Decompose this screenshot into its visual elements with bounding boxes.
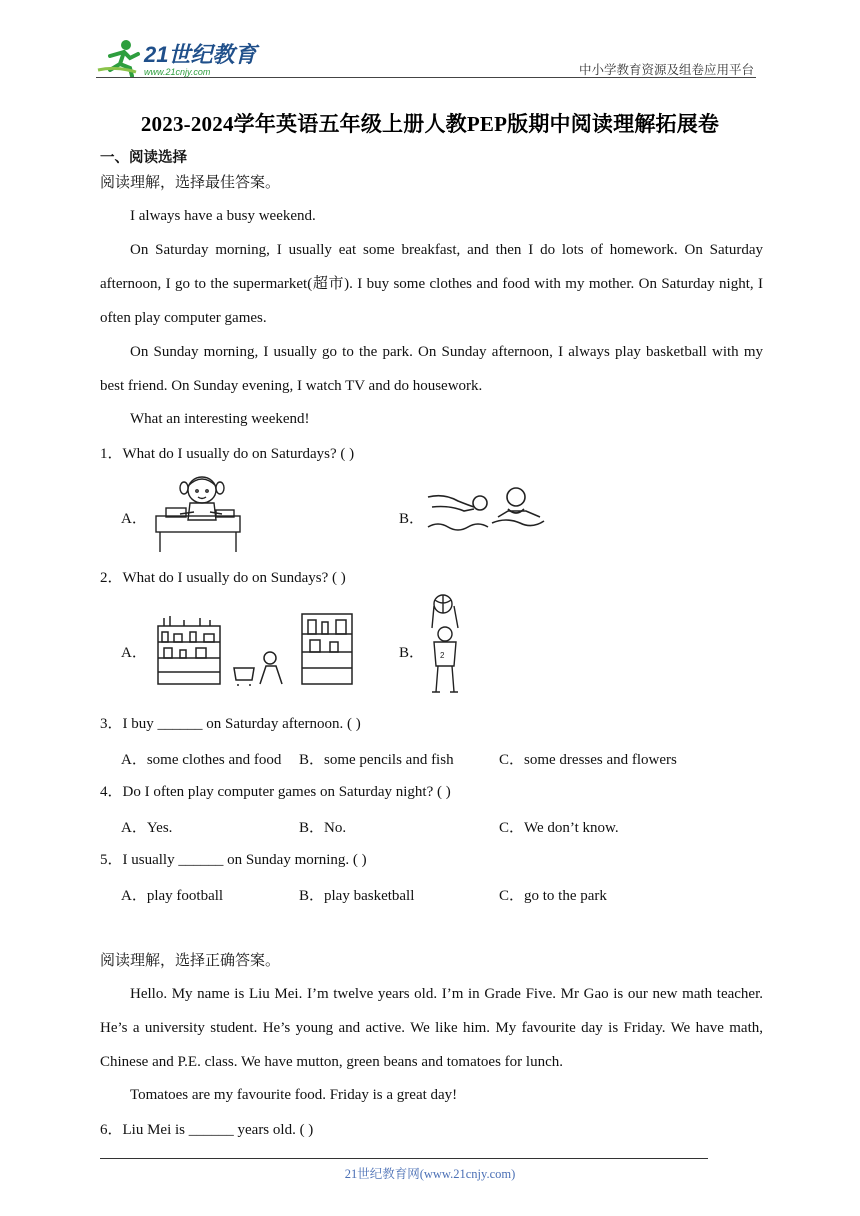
q5-option-a[interactable]: A．play football xyxy=(121,888,224,904)
logo-text: 21世纪教育 xyxy=(144,42,257,67)
child-playing-basketball-icon xyxy=(426,592,466,698)
q1-option-a[interactable]: A． xyxy=(121,511,147,527)
q3-option-a[interactable]: A．some clothes and food xyxy=(121,752,282,768)
question-5: 5．I usually ______ on Sunday morning. ( ) xyxy=(100,852,367,868)
logo-url: www.21cnjy.com xyxy=(144,67,211,77)
passage-2-para-1: Hello. My name is Liu Mei. I’m twelve years old. I’m in Grade Five. Mr Gao is our new math teacher. He’s a university student. He’s young and active. We like him. My favourite day is Friday. We have math, Chinese and P.E. class. We have mutton, green beans and tomatoes for lunch. xyxy=(100,986,763,1070)
swimming-children-icon xyxy=(424,483,548,543)
q4-option-c[interactable]: C．We don’t know. xyxy=(499,820,619,836)
q4-option-a[interactable]: A．Yes. xyxy=(121,820,173,836)
footer-divider xyxy=(100,1158,708,1159)
q5-option-b[interactable]: B．play basketball xyxy=(299,888,415,904)
passage-1-para-2: On Saturday morning, I usually eat some breakfast, and then I do lots of homework. On Saturday afternoon, I go to the supermarket(超市). I buy some clothes and food with my mother. On Saturday night, I often play computer games. xyxy=(100,242,763,326)
q1-option-b[interactable]: B． xyxy=(399,511,425,527)
passage-2-para-2: Tomatoes are my favourite food. Friday is a great day! xyxy=(130,1087,458,1103)
q4-option-b[interactable]: B．No. xyxy=(299,820,347,836)
passage-1-para-1: I always have a busy weekend. xyxy=(130,208,316,224)
instruction-2: 阅读理解，选择正确答案。 xyxy=(100,953,281,969)
instruction-1: 阅读理解，选择最佳答案。 xyxy=(100,175,281,191)
section-heading: 一、阅读选择 xyxy=(100,150,187,166)
logo xyxy=(96,36,276,80)
question-4: 4．Do I often play computer games on Saturday night? ( ) xyxy=(100,784,451,800)
header-divider xyxy=(96,77,756,78)
question-1: 1．What do I usually do on Saturdays? ( ) xyxy=(100,446,355,462)
question-6: 6．Liu Mei is ______ years old. ( ) xyxy=(100,1122,314,1138)
q5-option-c[interactable]: C．go to the park xyxy=(499,888,607,904)
passage-1-para-4: What an interesting weekend! xyxy=(130,411,310,427)
footer-link[interactable]: 21世纪教育网(www.21cnjy.com) xyxy=(344,1167,516,1181)
runner-logo-icon xyxy=(96,36,276,80)
supermarket-shelves-icon xyxy=(150,606,356,688)
passage-1-para-3: On Sunday morning, I usually go to the park. On Sunday afternoon, I always play basketball with my best friend. On Sunday evening, I watch TV and do housework. xyxy=(100,344,763,394)
q2-option-b[interactable]: B． xyxy=(399,645,425,661)
q3-option-c[interactable]: C．some dresses and flowers xyxy=(499,752,677,768)
question-3: 3．I buy ______ on Saturday afternoon. ( ) xyxy=(100,716,361,732)
platform-label: 中小学教育资源及组卷应用平台 xyxy=(578,63,754,77)
question-2: 2．What do I usually do on Sundays? ( ) xyxy=(100,570,346,586)
q2-option-a[interactable]: A． xyxy=(121,645,147,661)
page-title: 2023-2024学年英语五年级上册人教PEP版期中阅读理解拓展卷 xyxy=(140,112,720,136)
svg-text:2: 2 xyxy=(440,651,445,660)
girl-studying-at-desk-icon xyxy=(150,472,246,556)
q3-option-b[interactable]: B．some pencils and fish xyxy=(299,752,454,768)
